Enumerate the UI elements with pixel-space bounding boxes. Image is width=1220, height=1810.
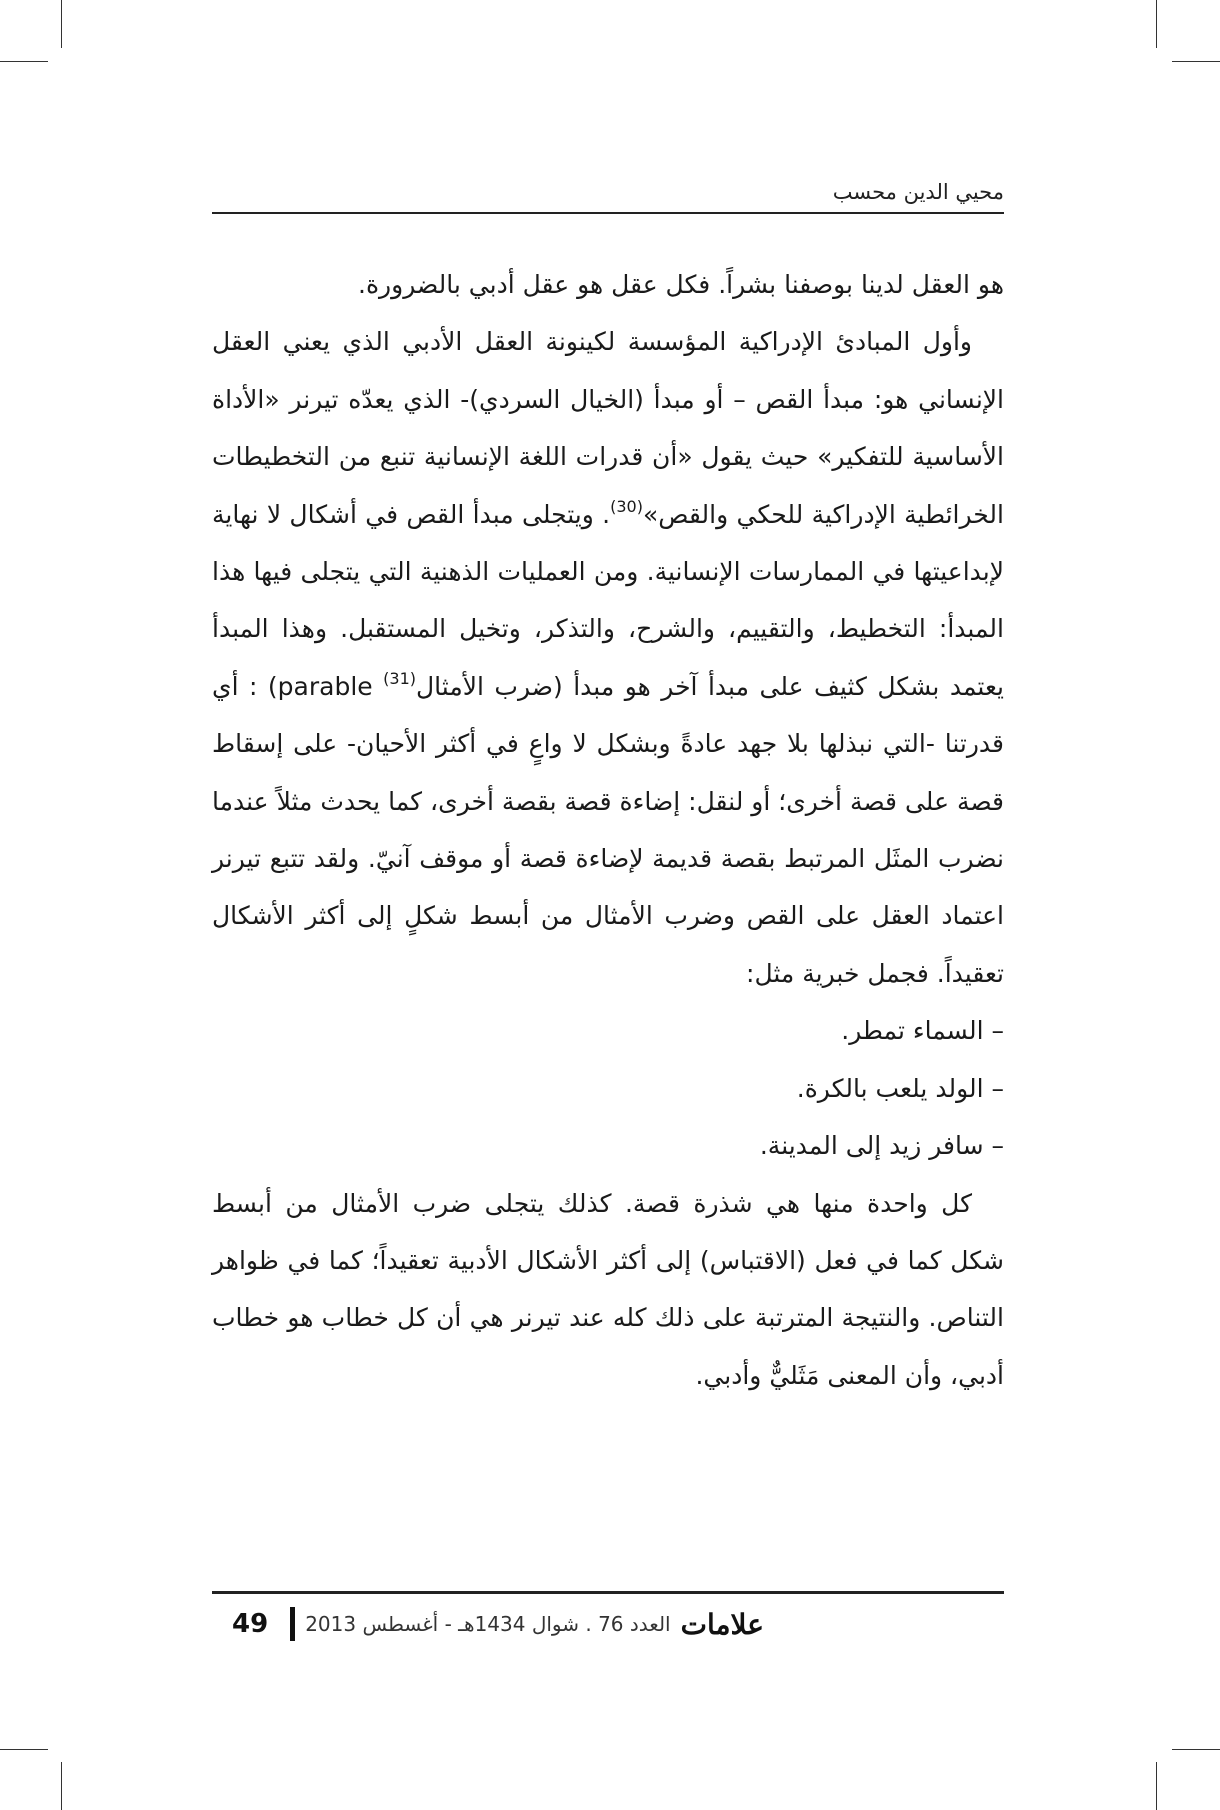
author-name: محيي الدين محسب [832, 180, 1004, 204]
paragraph: كل واحدة منها هي شذرة قصة. كذلك يتجلى ضرب الأمثال من أبسط شكل كما في فعل (الاقتباس) إلى أكثر الأشكال الأدبية تعقيداً؛ كما في ظواهر التناص. والنتيجة المترتبة على ذلك كله عند تيرنر هي أن كل خطاب هو خطاب أدبي، وأن المعنى مَثَليٌّ وأدبي. [212, 1188, 1004, 1390]
text-run: . ويتجلى مبدأ القص في أشكال لا نهاية لإبداعيتها في الممارسات الإنسانية. ومن العمليات الذهنية التي يتجلى فيها هذا المبدأ: التخطيط، والتقييم، والشرح، والتذكر، وتخيل المستقبل. وهذا المبدأ يعتمد بشكل كثيف على مبدأ آخر هو مبدأ (ضرب الأمثال [212, 499, 1004, 701]
crop-mark [61, 0, 62, 48]
running-header [212, 180, 1004, 214]
list-item: – السماء تمطر. [841, 1016, 1004, 1046]
footer-separator [290, 1607, 295, 1641]
crop-mark [1156, 1762, 1157, 1810]
paragraph: هو العقل لدينا بوصفنا بشراً. فكل عقل هو عقل أدبي بالضرورة. [358, 270, 1004, 299]
list-item: – الولد يلعب بالكرة. [796, 1073, 1004, 1103]
journal-logo: علامات [680, 1607, 764, 1641]
page-number: 49 [232, 1609, 269, 1639]
article-body [212, 256, 1004, 1404]
paragraph [212, 313, 1004, 1002]
text-run: وأول المبادئ الإدراكية المؤسسة لكينونة العقل الأدبي الذي يعني العقل الإنساني هو: مبدأ القص – أو مبدأ (الخيال السردي)- الذي يعدّه تيرنر «الأداة الأساسية للتفكير» حيث يقول «أن قدرات اللغة الإنسانية تنبع من التخطيطات الخرائطية الإدراكية للحكي والقص» [212, 327, 1004, 529]
footer-rule [212, 1591, 1004, 1594]
crop-mark [0, 61, 48, 62]
text-run: ) : أي قدرتنا -التي نبذلها بلا جهد عادةً وبشكل لا واعٍ في أكثر الأحيان- على إسقاط قصة على قصة أخرى؛ أو لنقل: إضاءة قصة بقصة أخرى، كما يحدث مثلاً عندما نضرب المثَل المرتبط بقصة قديمة لإضاءة قصة أو موقف آنيّ. ولقد تتبع تيرنر اعتماد العقل على القص وضرب الأمثال من أبسط شكلٍ إلى أكثر الأشكال تعقيداً. فجمل خبرية مثل: [212, 671, 1004, 988]
footnote-ref: (31) [383, 668, 417, 688]
issue-info: العدد 76 . شوال 1434هـ - أغسطس 2013 [305, 1612, 671, 1636]
list-item: – سافر زيد إلى المدينة. [759, 1131, 1004, 1161]
crop-mark [1156, 0, 1157, 48]
footnote-ref: (30) [610, 496, 643, 516]
crop-mark [61, 1762, 62, 1810]
foreign-term: parable [277, 671, 384, 701]
crop-mark [1172, 1749, 1220, 1750]
crop-mark [0, 1749, 48, 1750]
page-footer [212, 1591, 1004, 1641]
crop-mark [1172, 61, 1220, 62]
header-rule [212, 212, 1004, 214]
